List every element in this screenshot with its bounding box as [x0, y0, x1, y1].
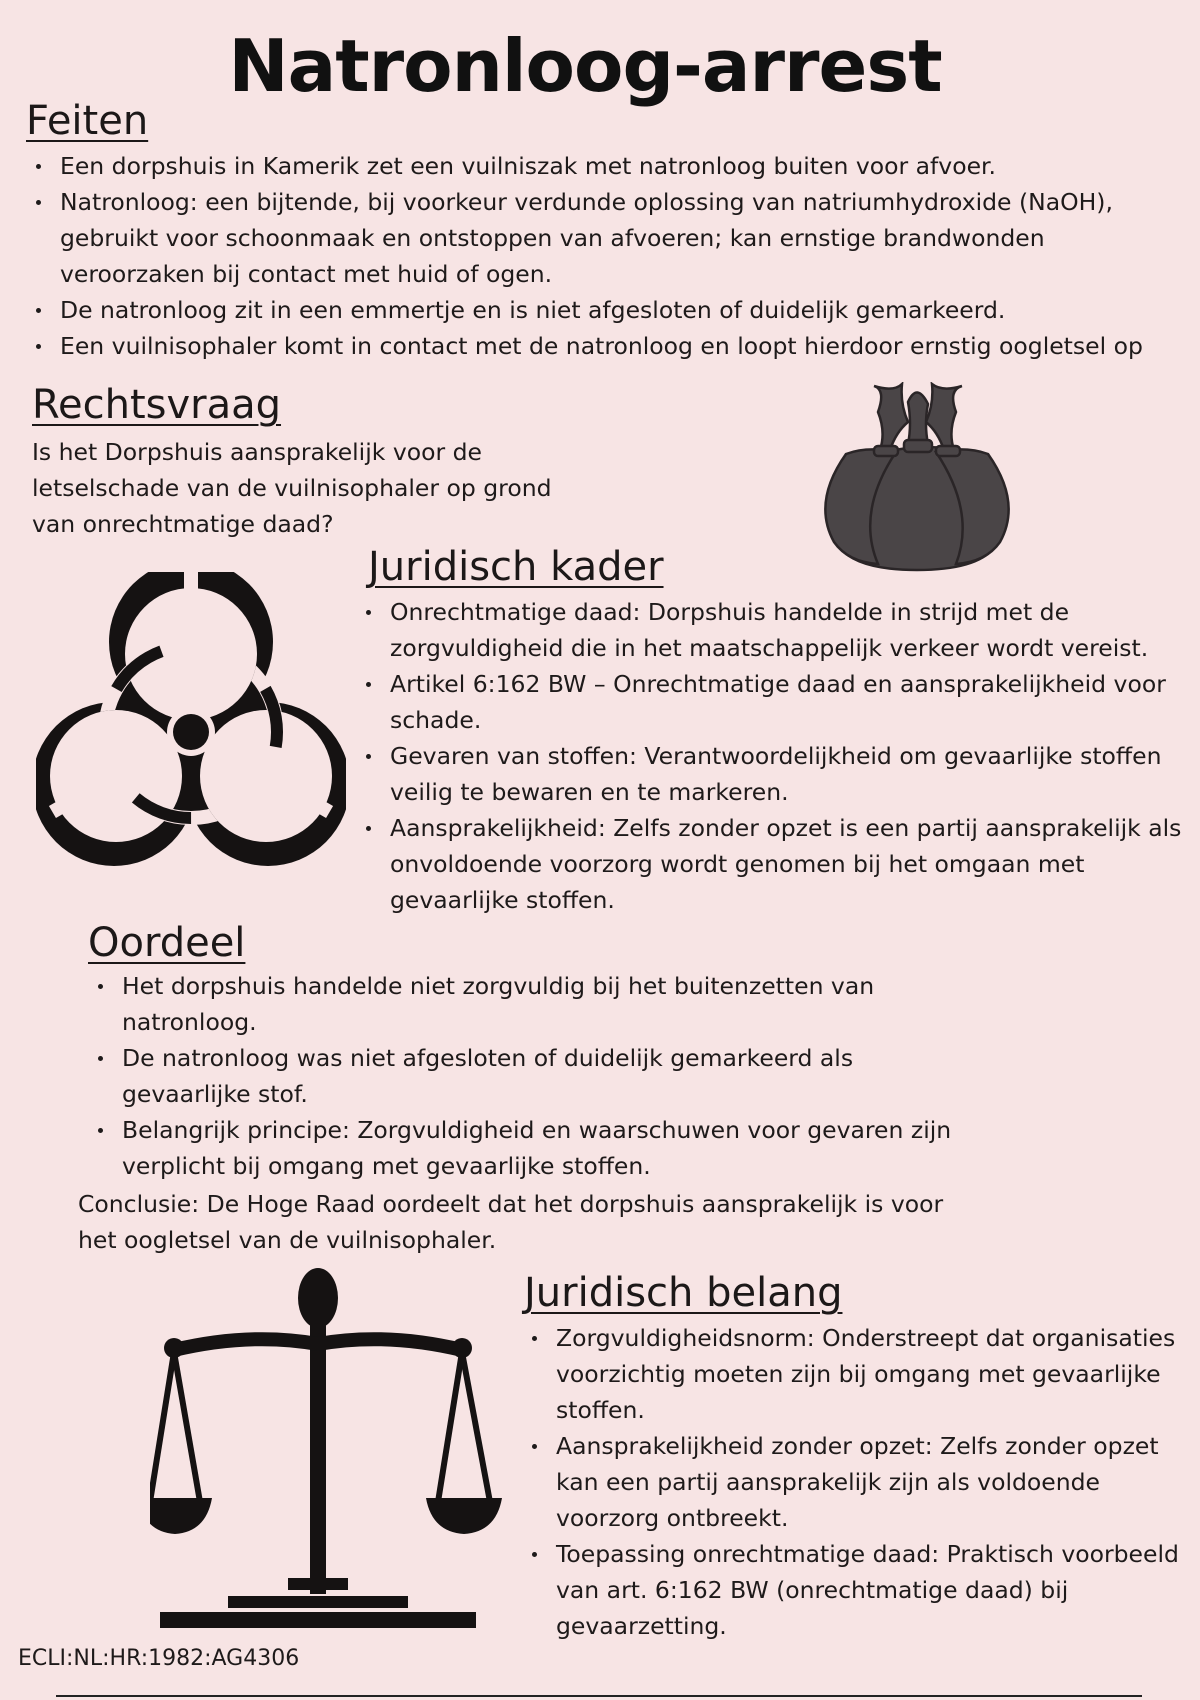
feiten-list: [26, 148, 1186, 364]
oordeel-heading: Oordeel: [88, 920, 246, 966]
list-item: Aansprakelijkheid: Zelfs zonder opzet is een partij aansprakelijk als onvoldoende voorzorg wordt genomen bij het omgaan met gevaarlijke stoffen.: [356, 810, 1186, 918]
list-item: Belangrijk principe: Zorgvuldigheid en waarschuwen voor gevaren zijn verplicht bij omgang met gevaarlijke stoffen.: [88, 1112, 968, 1184]
juridisch-belang-heading: Juridisch belang: [524, 1270, 843, 1316]
list-item: De natronloog zit in een emmertje en is niet afgesloten of duidelijk gemarkeerd.: [26, 292, 1186, 328]
ecli-reference: ECLI:NL:HR:1982:AG4306: [18, 1646, 300, 1671]
oordeel-list: [88, 968, 968, 1184]
list-item: Gevaren van stoffen: Verantwoordelijkheid om gevaarlijke stoffen veilig te bewaren en te markeren.: [356, 738, 1186, 810]
page-title: Natronloog-arrest: [228, 24, 942, 108]
list-item: De natronloog was niet afgesloten of duidelijk gemarkeerd als gevaarlijke stof.: [88, 1040, 968, 1112]
list-item: Zorgvuldigheidsnorm: Onderstreept dat organisaties voorzichtig moeten zijn bij omgang met gevaarlijke stoffen.: [522, 1320, 1186, 1428]
list-item: Onrechtmatige daad: Dorpshuis handelde in strijd met de zorgvuldigheid die in het maatschappelijk verkeer wordt vereist.: [356, 594, 1186, 666]
list-item: Een vuilnisophaler komt in contact met de natronloog en loopt hierdoor ernstig oogletsel op: [26, 328, 1186, 364]
list-item: Een dorpshuis in Kamerik zet een vuilniszak met natronloog buiten voor afvoer.: [26, 148, 1186, 184]
feiten-heading: Feiten: [26, 98, 149, 144]
rechtsvraag-text: Is het Dorpshuis aansprakelijk voor de letselschade van de vuilnisophaler op grond van onrechtmatige daad?: [32, 438, 552, 538]
list-item: Het dorpshuis handelde niet zorgvuldig bij het buitenzetten van natronloog.: [88, 968, 968, 1040]
oordeel-conclusie: Conclusie: De Hoge Raad oordeelt dat het dorpshuis aansprakelijk is voor het oogletsel van de vuilnisophaler.: [78, 1190, 944, 1254]
juridisch-kader-list: [356, 594, 1186, 918]
juridisch-kader-heading: Juridisch kader: [368, 544, 664, 590]
garbage-bags-icon: [816, 382, 1018, 574]
list-item: Natronloog: een bijtende, bij voorkeur verdunde oplossing van natriumhydroxide (NaOH), gebruikt voor schoonmaak en ontstoppen van afvoeren; kan ernstige brandwonden veroorzaken bij contact met huid of ogen.: [26, 184, 1186, 292]
juridisch-belang-list: [522, 1320, 1186, 1644]
list-item: Aansprakelijkheid zonder opzet: Zelfs zonder opzet kan een partij aansprakelijk zijn als voldoende voorzorg ontbreekt.: [522, 1428, 1186, 1536]
biohazard-icon: [36, 572, 346, 868]
list-item: Artikel 6:162 BW – Onrechtmatige daad en aansprakelijkheid voor schade.: [356, 666, 1186, 738]
scales-of-justice-icon: [150, 1262, 510, 1642]
list-item: Toepassing onrechtmatige daad: Praktisch voorbeeld van art. 6:162 BW (onrechtmatige daad) bij gevaarzetting.: [522, 1536, 1186, 1644]
rechtsvraag-heading: Rechtsvraag: [32, 382, 282, 428]
bottom-divider: [56, 1695, 1142, 1697]
